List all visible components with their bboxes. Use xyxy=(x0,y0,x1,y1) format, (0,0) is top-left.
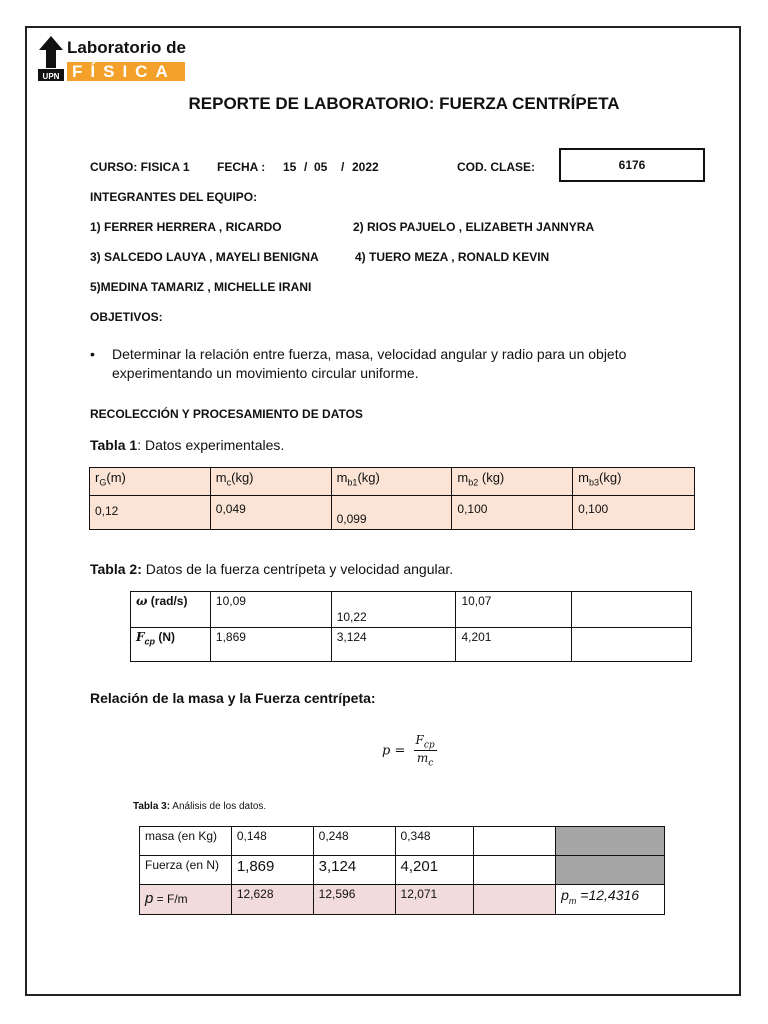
tabla2-cell: 3,124 xyxy=(331,628,456,662)
tabla1 xyxy=(89,467,695,530)
tabla1-header: $r_G(m)$ xyxy=(90,468,211,496)
tabla3-row-label: masa (en Kg) xyxy=(140,827,232,856)
tabla3-cell: 1,869 xyxy=(231,856,313,885)
tabla3-grey-cell xyxy=(556,856,665,885)
curso-label: CURSO: FISICA 1 xyxy=(90,160,190,174)
bullet-icon: • xyxy=(90,346,95,362)
tabla3-cell: 3,124 xyxy=(313,856,395,885)
fecha-mes: 05 xyxy=(314,160,328,174)
tabla1-cell: 0,049 xyxy=(210,496,331,530)
tabla2-row-label: $F_{cp}$ (N) xyxy=(131,628,211,662)
tabla1-header: $m_{b3}(kg)$ xyxy=(573,468,695,496)
tabla2-cell: 10,22 xyxy=(331,592,456,628)
relacion-heading: Relación de la masa y la Fuerza centrípeta: xyxy=(90,690,376,706)
team-member-2: 2) RIOS PAJUELO , ELIZABETH JANNYRA xyxy=(353,220,595,234)
formula: p = $\frac{F_{cp}}{m_c}$ xyxy=(382,733,435,769)
tabla3-cell: 0,348 xyxy=(395,827,474,856)
upn-logo-icon xyxy=(36,34,66,82)
tabla2-caption: Tabla 2: Datos de la fuerza centrípeta y velocidad angular. xyxy=(90,561,454,577)
tabla1-cell: 0,100 xyxy=(573,496,695,530)
tabla2-cell xyxy=(572,592,692,628)
tabla2-cell xyxy=(572,628,692,662)
tabla3-cell: 0,248 xyxy=(313,827,395,856)
tabla3-row-label: p = F/m xyxy=(140,885,232,915)
fecha-sep1: / xyxy=(304,160,308,174)
logo-badge: UPN xyxy=(42,72,60,81)
tabla3-cell: 12,628 xyxy=(231,885,313,915)
fecha-sep2: / xyxy=(341,160,345,174)
tabla3-cell: 12,596 xyxy=(313,885,395,915)
tabla3-cell: 12,071 xyxy=(395,885,474,915)
fecha-dia: 15 xyxy=(283,160,297,174)
fecha-anio: 2022 xyxy=(352,160,379,174)
cod-clase-box: 6176 xyxy=(559,148,705,182)
fecha-label: FECHA : xyxy=(217,160,266,174)
team-heading: INTEGRANTES DEL EQUIPO: xyxy=(90,190,258,204)
tabla3-grey-cell xyxy=(556,827,665,856)
tabla2-cell: 10,07 xyxy=(456,592,572,628)
pm-result: $p_m =12,4316$ xyxy=(556,885,665,915)
tabla3-row-label: Fuerza (en N) xyxy=(140,856,232,885)
tabla3 xyxy=(139,826,665,915)
tabla2-cell: 4,201 xyxy=(456,628,572,662)
recoleccion-heading: RECOLECCIÓN Y PROCESAMIENTO DE DATOS xyxy=(90,407,363,421)
tabla1-header: $m_{b1}(kg)$ xyxy=(331,468,452,496)
cod-clase-label: COD. CLASE: xyxy=(457,160,535,174)
tabla1-caption: Tabla 1: Datos experimentales. xyxy=(90,437,285,453)
tabla3-cell: 4,201 xyxy=(395,856,474,885)
objetivos-heading: OBJETIVOS: xyxy=(90,310,163,324)
tabla1-cell: 0,099 xyxy=(331,496,452,530)
tabla1-header: $m_{b2}$ (kg) xyxy=(452,468,573,496)
team-member-5: 5)MEDINA TAMARIZ , MICHELLE IRANI xyxy=(90,280,312,294)
tabla3-cell xyxy=(474,827,556,856)
team-member-1: 1) FERRER HERRERA , RICARDO xyxy=(90,220,282,234)
tabla3-cell: 0,148 xyxy=(231,827,313,856)
tabla3-cell xyxy=(474,856,556,885)
tabla2 xyxy=(130,591,692,662)
tabla3-cell xyxy=(474,885,556,915)
team-member-4: 4) TUERO MEZA , RONALD KEVIN xyxy=(355,250,550,264)
logo-line1: Laboratorio de xyxy=(67,38,187,57)
tabla3-caption: Tabla 3: Análisis de los datos. xyxy=(133,801,267,812)
tabla1-cell: 0,100 xyxy=(452,496,573,530)
team-member-3: 3) SALCEDO LAUYA , MAYELI BENIGNA xyxy=(90,250,319,264)
tabla1-cell: 0,12 xyxy=(90,496,211,530)
tabla1-header: $m_c(kg)$ xyxy=(210,468,331,496)
logo-line2: FÍSICA xyxy=(72,62,176,81)
tabla2-cell: 10,09 xyxy=(210,592,331,628)
tabla2-cell: 1,869 xyxy=(210,628,331,662)
objetivo-item: Determinar la relación entre fuerza, masa, velocidad angular y radio para un objeto experimentando un movimiento circular uniforme. xyxy=(112,346,627,381)
tabla2-row-label: ω (rad/s) xyxy=(131,592,211,628)
page-title: REPORTE DE LABORATORIO: FUERZA CENTRÍPETA xyxy=(188,94,620,113)
